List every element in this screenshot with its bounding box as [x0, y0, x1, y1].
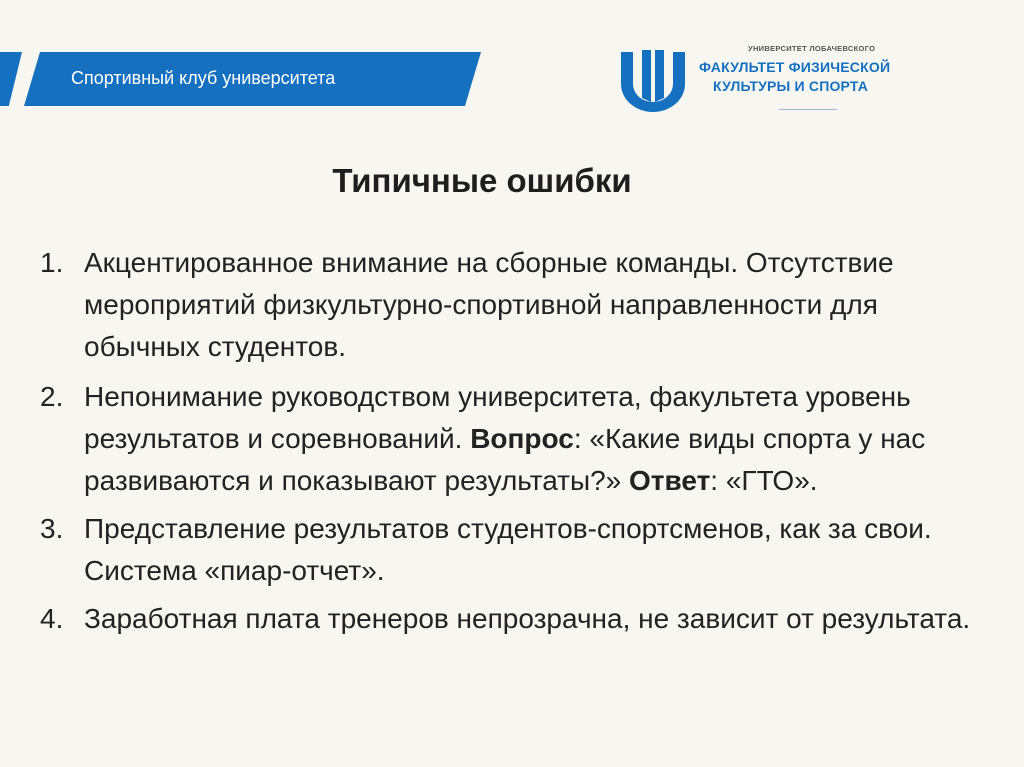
answer-label: Ответ [629, 465, 711, 496]
list-item-number: 3. [40, 513, 64, 544]
banner-accent-stripe [0, 52, 22, 106]
list-item-number: 2. [40, 381, 64, 412]
question-text: : «Какие виды спорта у нас развиваются и показывают результаты?» [84, 423, 926, 496]
logo-faculty-line-1: ФАКУЛЬТЕТ ФИЗИЧЕСКОЙ [699, 59, 891, 75]
list-item-text: Представление результатов студентов-спортсменов, как за свои. Система «пиар-отчет». [84, 513, 932, 586]
university-logo-icon [615, 46, 691, 114]
list-item-text: Акцентированное внимание на сборные команды. Отсутствие мероприятий физкультурно-спортивной направленности для обычных студентов. [84, 247, 894, 362]
list-item [40, 508, 1000, 592]
banner-text: Спортивный клуб университета [71, 68, 336, 88]
logo-university-name: УНИВЕРСИТЕТ ЛОБАЧЕВСКОГО [748, 44, 876, 53]
mistakes-list [40, 242, 1000, 640]
list-item-text: Непонимание руководством университета, факультета уровень результатов и соревнований. [84, 381, 911, 454]
list-item-number: 1. [40, 247, 64, 278]
logo-faculty-line-2: КУЛЬТУРЫ И СПОРТА [713, 78, 869, 94]
list-item [40, 598, 1000, 640]
question-label: Вопрос [470, 423, 574, 454]
answer-text: : «ГТО». [710, 465, 818, 496]
logo-divider [779, 109, 837, 110]
list-item [40, 376, 1000, 502]
slide-title: Типичные ошибки [332, 162, 632, 199]
list-item [40, 242, 1000, 368]
list-item-number: 4. [40, 603, 64, 634]
list-item-text: Заработная плата тренеров непрозрачна, не зависит от результата. [84, 603, 971, 634]
